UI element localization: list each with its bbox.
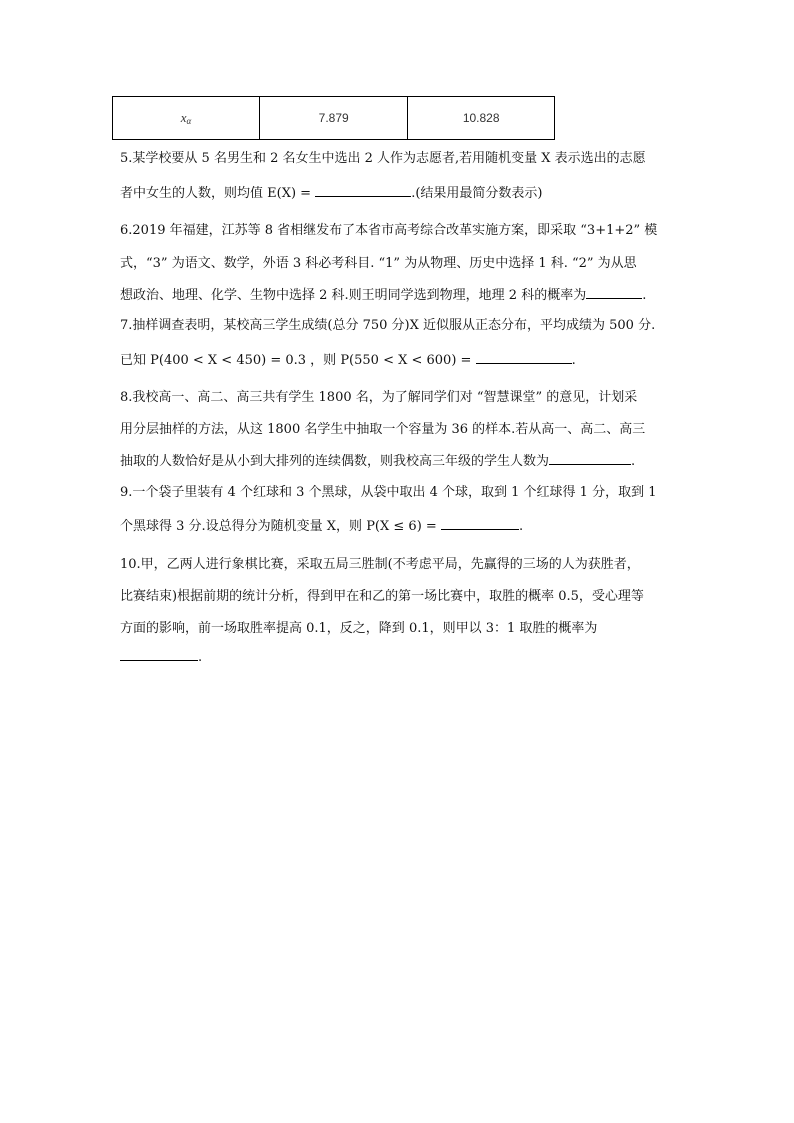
question-8-line-3 — [120, 450, 635, 469]
question-10-line-3: 方面的影响，前一场取胜率提高 0.1，反之，降到 0.1，则甲以 3：1 取胜的概率为 — [120, 621, 598, 636]
question-7-line-1: 7.抽样调查表明，某校高三学生成绩(总分 750 分)X 近似服从正态分布，平均成绩为 500 分. — [120, 318, 656, 333]
question-6-text-b: . — [642, 288, 647, 303]
question-8-text-a: 抽取的人数恰好是从小到大排列的连续偶数，则我校高三年级的学生人数为 — [120, 454, 550, 469]
question-5-answer-blank[interactable] — [315, 184, 411, 197]
question-8-line-2: 用分层抽样的方法，从这 1800 名学生中抽取一个容量为 36 的样本.若从高一、高二、高三 — [120, 422, 646, 437]
question-9-line-1: 9.一个袋子里装有 4 个红球和 3 个黑球，从袋中取出 4 个球，取到 1 个红球得 1 分，取到 1 — [120, 485, 657, 500]
question-9-line-2 — [120, 515, 523, 534]
question-9-answer-blank[interactable] — [441, 517, 519, 530]
question-6-line-1: 6.2019 年福建，江苏等 8 省相继发布了本省市高考综合改革实施方案，即采取 “3+1+2” 模 — [120, 223, 658, 238]
question-5-line-1: 5.某学校要从 5 名男生和 2 名女生中选出 2 人作为志愿者,若用随机变量 X 表示选出的志愿 — [120, 151, 646, 166]
table-cell-value-2: 10.828 — [408, 97, 555, 140]
question-9-text-b: . — [518, 519, 524, 534]
question-10-answer-blank[interactable] — [120, 648, 198, 661]
question-7-answer-blank[interactable] — [476, 351, 572, 364]
question-8-line-1: 8.我校高一、高二、高三共有学生 1800 名，为了解同学们对 “智慧课堂” 的意见，计划采 — [120, 390, 638, 405]
critical-value-table — [112, 96, 555, 140]
question-6-line-2: 式，“3” 为语文、数学，外语 3 科必考科目. “1” 为从物理、历史中选择 1 科. “2” 为从思 — [120, 256, 637, 271]
question-8-answer-blank[interactable] — [549, 452, 631, 465]
question-10-text-b: . — [198, 650, 203, 665]
question-7-text-a: 已知 P(400 < X < 450) = 0.3 ，则 P(550 < X < 600) = — [120, 353, 472, 368]
question-6-text-a: 想政治、地理、化学、生物中选择 2 科.则王明同学选到物理，地理 2 科的概率为 — [120, 288, 587, 303]
question-10-line-4 — [120, 648, 202, 665]
table-cell-label: $x_\alpha$ — [113, 97, 260, 140]
question-6-answer-blank[interactable] — [586, 286, 642, 299]
table-row — [113, 97, 555, 140]
table-cell-label-subscript: α — [186, 116, 192, 126]
question-7-text-b: . — [571, 353, 576, 368]
table-cell-value-1: 7.879 — [259, 97, 407, 140]
question-6-line-3 — [120, 284, 646, 303]
question-10-line-2: 比赛结束)根据前期的统计分析，得到甲在和乙的第一场比赛中，取胜的概率 0.5，受心理等 — [120, 589, 644, 604]
question-5-text-b: .(结果用最简分数表示) — [411, 186, 543, 201]
question-5-text-a: 者中女生的人数，则均值 E(X) = — [120, 186, 312, 201]
question-8-text-b: . — [631, 454, 636, 469]
question-7-line-2 — [120, 349, 576, 368]
question-5-line-2 — [120, 182, 542, 201]
question-10-line-1: 10.甲，乙两人进行象棋比赛，采取五局三胜制(不考虑平局，先赢得的三场的人为获胜者， — [120, 557, 640, 572]
question-9-text-a: 个黑球得 3 分.设总得分为随机变量 X，则 P(X ≤ 6) = — [120, 519, 437, 534]
